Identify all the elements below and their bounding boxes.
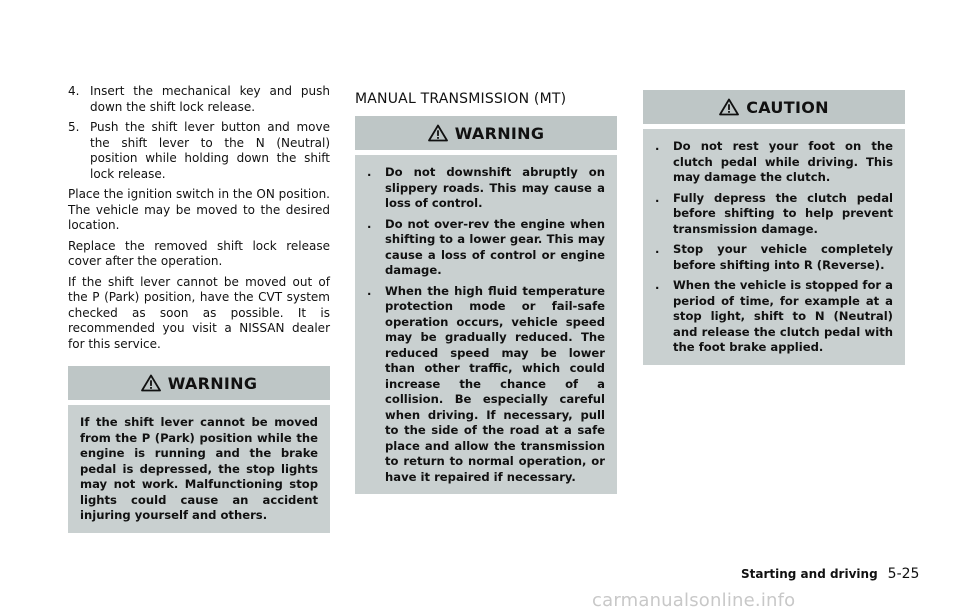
step-5	[68, 120, 330, 182]
section-title: MANUAL TRANSMISSION (MT)	[355, 91, 567, 107]
warning-list	[367, 165, 605, 485]
bullet: .	[655, 278, 660, 292]
paragraph: If the shift lever cannot be moved out of the P (Park) position, have the CVT system checked as soon as possible. It is recommended you visit a NISSAN dealer for this service.	[68, 274, 330, 351]
warning-text: If the shift lever cannot be moved from the P (Park) position while the engine is running and the brake pedal is depressed, the stop lights may not work. Malfunctioning stop lights could cause an accident injuring yourself and others.	[80, 415, 318, 522]
list-item	[367, 217, 605, 279]
warning-body	[355, 150, 617, 494]
list-item	[367, 284, 605, 486]
bullet: .	[655, 139, 660, 153]
page-footer	[741, 566, 919, 582]
right-column	[643, 90, 905, 365]
step-number: 4.	[68, 84, 80, 98]
list-item	[655, 191, 893, 238]
list-item-text: Do not over-rev the engine when shifting to a lower gear. This may cause a loss of control or engine damage.	[385, 216, 605, 277]
list-item	[655, 139, 893, 186]
list-item-text: When the high fluid temperature protection mode or fail-safe operation occurs, vehicle speed may be gradually reduced. The reduced speed may be lower than other traffic, which could increase the chance of a collision. Be especially careful when driving. If necessary, pull to the side of the road at a safe place and allow the transmission to return to normal operation, or have it repaired if necessary.	[385, 283, 605, 484]
caution-title: CAUTION	[746, 97, 829, 117]
warning-triangle-icon	[719, 98, 739, 116]
paragraph: Replace the removed shift lock release cover after the operation.	[68, 238, 330, 268]
warning-box	[68, 366, 330, 533]
warning-header	[68, 366, 330, 400]
caution-header	[643, 90, 905, 124]
list-item	[655, 278, 893, 356]
warning-body	[68, 400, 330, 533]
warning-title: WARNING	[454, 123, 545, 143]
list-item	[367, 165, 605, 212]
watermark: carmanualsonline.info	[592, 590, 796, 611]
step-4	[68, 84, 330, 115]
list-item-text: Stop your vehicle completely before shifting into R (Reverse).	[673, 242, 893, 272]
warning-header	[355, 116, 617, 150]
list-item-text: When the vehicle is stopped for a period of time, for example at a stop light, shift to N (Neutral) and release the clutch pedal with the foot brake applied.	[673, 278, 893, 354]
warning-title: WARNING	[167, 373, 258, 393]
footer-section-name: Starting and driving	[741, 567, 878, 581]
bullet: .	[367, 165, 372, 179]
warning-box	[355, 116, 617, 494]
left-column	[68, 84, 330, 533]
warning-triangle-icon	[428, 124, 448, 142]
list-item	[655, 242, 893, 273]
bullet: .	[655, 190, 660, 205]
caution-list	[655, 139, 893, 356]
bullet: .	[367, 283, 372, 298]
list-item-text: Fully depress the clutch pedal before shifting to help prevent transmission damage.	[673, 190, 893, 236]
caution-body	[643, 124, 905, 365]
step-text: Insert the mechanical key and push down the shift lock release.	[90, 84, 330, 114]
step-text: Push the shift lever button and move the shift lever to the N (Neutral) position while holding down the shift lock release.	[90, 120, 330, 181]
list-item-text: Do not rest your foot on the clutch pedal while driving. This may damage the clutch.	[673, 139, 893, 184]
page-number: 5-25	[887, 566, 920, 582]
bullet: .	[655, 242, 660, 256]
middle-column	[355, 84, 617, 494]
paragraph: Place the ignition switch in the ON position. The vehicle may be moved to the desired location.	[68, 187, 330, 232]
bullet: .	[367, 216, 372, 231]
warning-triangle-icon	[141, 374, 161, 392]
caution-box	[643, 90, 905, 365]
step-number: 5.	[68, 120, 80, 134]
list-item-text: Do not downshift abruptly on slippery roads. This may cause a loss of control.	[385, 165, 605, 210]
